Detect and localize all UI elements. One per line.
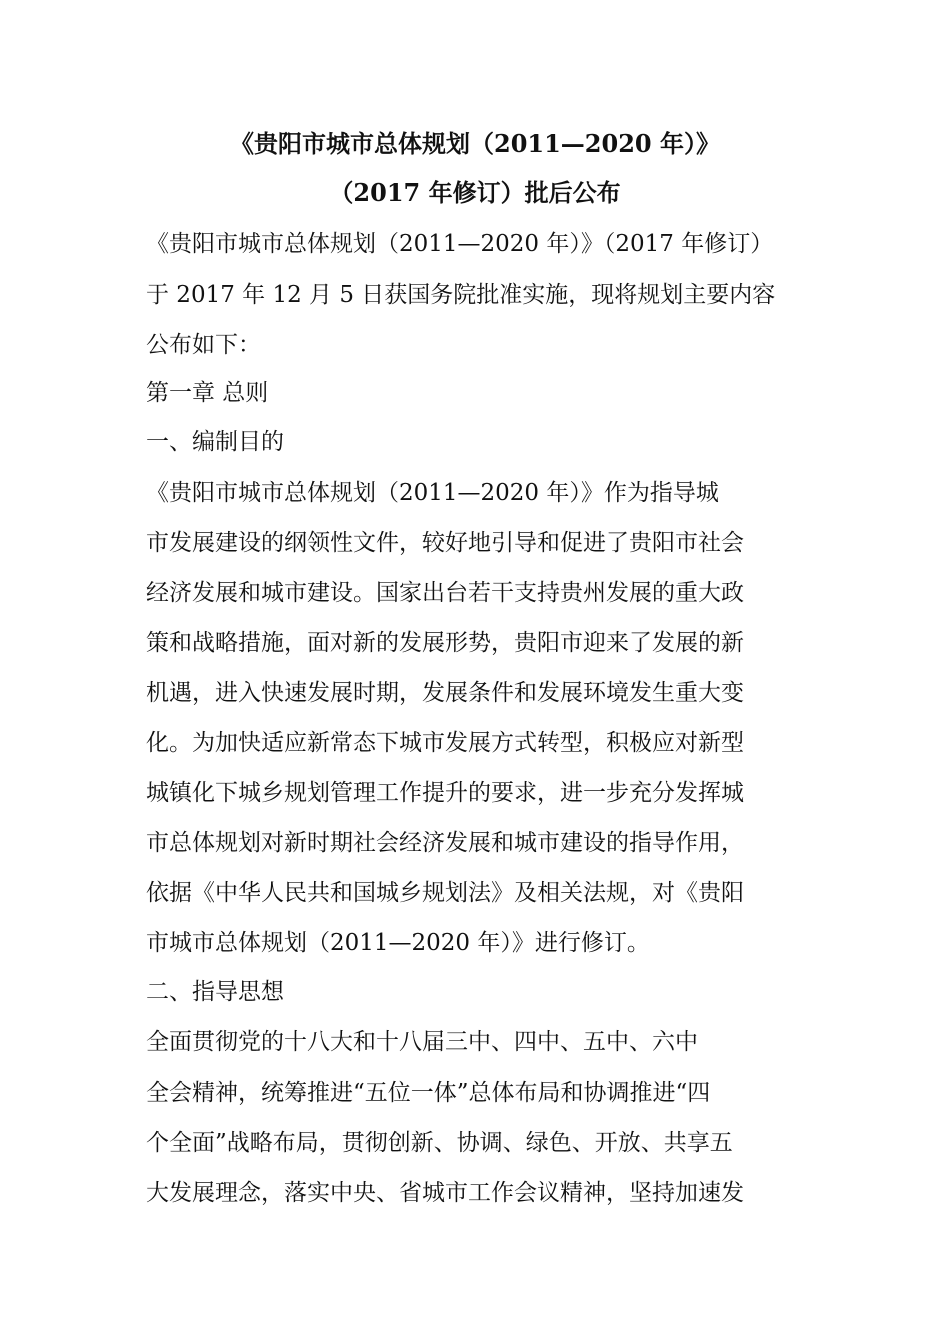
body-line: 大发展理念，落实中央、省城市工作会议精神，坚持加速发 xyxy=(146,1180,744,1206)
section-heading: 二、指导思想 xyxy=(146,979,284,1005)
body-line: 于 2017 年 12 月 5 日获国务院批准实施，现将规划主要内容 xyxy=(146,282,776,308)
body-line: 《贵阳市城市总体规划（2011—2020 年）》作为指导城 xyxy=(146,480,719,506)
document-title-line-1: 《贵阳市城市总体规划（2011—2020 年）》 xyxy=(230,129,720,158)
body-line: 市城市总体规划（2011—2020 年）》进行修订。 xyxy=(146,930,650,956)
body-line: 市发展建设的纲领性文件，较好地引导和促进了贵阳市社会 xyxy=(146,530,744,556)
body-line: 机遇，进入快速发展时期，发展条件和发展环境发生重大变 xyxy=(146,680,744,706)
body-line: 《贵阳市城市总体规划（2011—2020 年）》（2017 年修订） xyxy=(146,231,774,257)
body-line: 化。为加快适应新常态下城市发展方式转型，积极应对新型 xyxy=(146,730,744,756)
body-line: 经济发展和城市建设。国家出台若干支持贵州发展的重大政 xyxy=(146,580,744,606)
document-title-line-2: （2017 年修订）批后公布 xyxy=(329,178,621,207)
section-heading: 一、编制目的 xyxy=(146,429,284,455)
body-line: 全面贯彻党的十八大和十八届三中、四中、五中、六中 xyxy=(146,1029,698,1055)
body-line: 市总体规划对新时期社会经济发展和城市建设的指导作用， xyxy=(146,830,744,856)
chapter-heading: 第一章 总则 xyxy=(146,380,269,406)
body-line: 公布如下： xyxy=(146,332,261,358)
body-line: 个全面”战略布局，贯彻创新、协调、绿色、开放、共享五 xyxy=(146,1130,733,1156)
body-line: 城镇化下城乡规划管理工作提升的要求，进一步充分发挥城 xyxy=(146,780,744,806)
body-line: 策和战略措施，面对新的发展形势，贵阳市迎来了发展的新 xyxy=(146,630,744,656)
body-line: 全会精神，统筹推进“五位一体”总体布局和协调推进“四 xyxy=(146,1080,711,1106)
body-line: 依据《中华人民共和国城乡规划法》及相关法规，对《贵阳 xyxy=(146,880,744,906)
